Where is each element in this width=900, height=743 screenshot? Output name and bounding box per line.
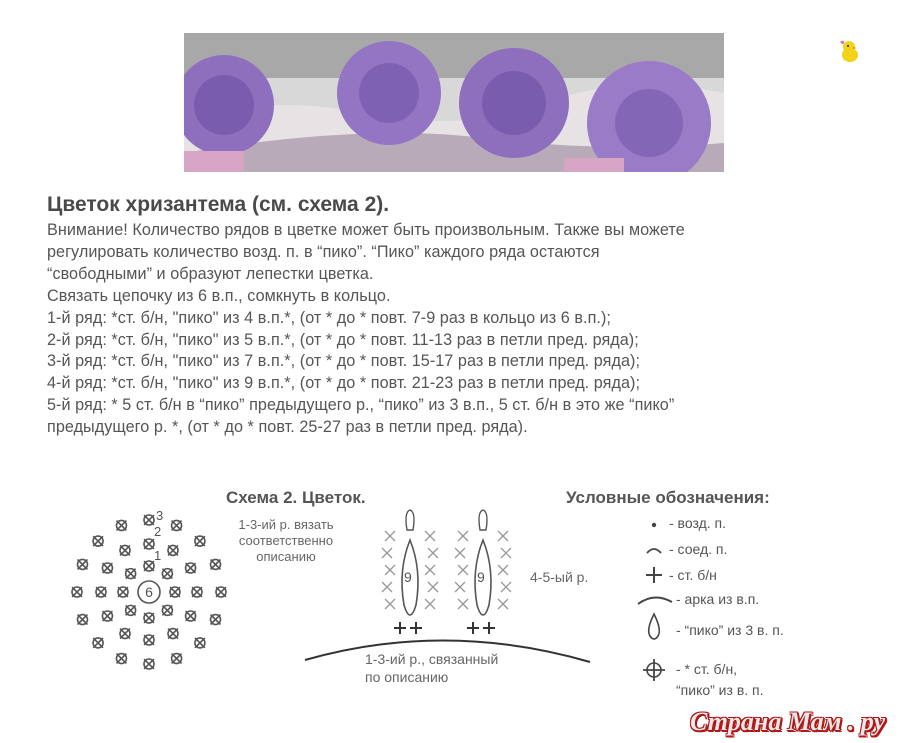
photo-illustration	[184, 33, 724, 172]
sc-picot-mark	[139, 630, 159, 650]
petal-stitch-mark	[458, 565, 468, 575]
sc-picot-mark	[98, 606, 118, 626]
sc-picot-mark	[167, 516, 187, 536]
sc-picot-mark	[206, 555, 226, 575]
page-title: Цветок хризантема (см. схема 2).	[47, 193, 390, 216]
legend-item: “пико” из в. п.	[676, 682, 764, 698]
sc-picot-mark	[139, 654, 159, 674]
sc-picot-mark	[91, 582, 111, 602]
sc-picot-mark	[113, 582, 133, 602]
petal-stitch-mark	[428, 582, 438, 592]
petal-stitch-mark	[385, 565, 395, 575]
petal-stitch-mark	[458, 531, 468, 541]
sc-picot-mark	[67, 582, 87, 602]
legend-symbols	[640, 512, 670, 702]
sc-picot-mark	[190, 531, 210, 551]
sc-picot-mark	[163, 624, 183, 644]
sc-picot-mark	[181, 558, 201, 578]
instructions-text	[47, 220, 887, 439]
text-line: “свободными” и образуют лепестки цветка.	[47, 264, 374, 283]
legend-item: - арка из в.п.	[676, 591, 760, 607]
slip-stitch-icon	[647, 549, 661, 553]
sc-picot-mark	[121, 564, 141, 584]
note-line: 1-3-ий р. вязать	[238, 517, 334, 532]
text-line: 1-й ряд: *ст. б/н, "пико" из 4 в.п.*, (от * до * повт. 7-9 раз в кольцо из 6 в.п.);	[47, 308, 611, 327]
text-line: 2-й ряд: *ст. б/н, "пико" из 5 в.п.*, (от * до * повт. 11-13 раз в петли пред. ряда);	[47, 330, 639, 349]
petal-stitch-mark	[425, 599, 435, 609]
petal-stitch-mark	[498, 565, 508, 575]
petal-stitch-mark	[501, 582, 511, 592]
note-line: описанию	[256, 549, 316, 564]
petal-stitch-mark	[425, 565, 435, 575]
chick-icon	[836, 38, 862, 64]
sc-picot-mark	[112, 649, 132, 669]
sc-picot-mark	[88, 531, 108, 551]
sc-picot-mark	[115, 624, 135, 644]
chrysanthemum-photo	[184, 33, 724, 172]
text-line: 3-й ряд: *ст. б/н, "пико" из 7 в.п.*, (от * до * повт. 15-17 раз в петли пред. ряда);	[47, 352, 641, 371]
circle-diagram	[64, 506, 234, 676]
petal-stitch-mark	[385, 599, 395, 609]
picot-icon	[649, 614, 660, 639]
petal-number-left: 9	[404, 569, 412, 585]
petal-stitch-mark	[498, 531, 508, 541]
petal-stitch-mark	[428, 548, 438, 558]
sc-picot-mark	[73, 610, 93, 630]
sc-picot-mark	[115, 541, 135, 561]
petal-stitch-mark	[385, 531, 395, 541]
sc-picot-mark	[190, 633, 210, 653]
row-number-3: 3	[156, 508, 164, 523]
note-line: соответственно	[238, 533, 334, 548]
label-bottom-line: 1-3-ий р., связанный	[365, 651, 499, 667]
sc-picot-mark	[139, 608, 159, 628]
petal-stitch-mark	[501, 548, 511, 558]
row-number-2: 2	[154, 524, 162, 539]
single-crochet-icon	[646, 567, 662, 583]
label-rows-4-5: 4-5-ый р.	[530, 569, 589, 585]
sc-picot-mark	[98, 558, 118, 578]
sc-picot-icon	[643, 659, 665, 681]
label-bottom-line: по описанию	[365, 669, 449, 685]
petal-stitch-mark	[382, 548, 392, 558]
sc-picot-mark	[73, 555, 93, 575]
petal-stitch-mark	[425, 531, 435, 541]
sc-picot-mark	[211, 582, 231, 602]
petal-stitch-mark	[498, 599, 508, 609]
chain-arch-icon	[638, 597, 672, 604]
legend-item: - ст. б/н	[669, 567, 717, 583]
text-line: 4-й ряд: *ст. б/н, "пико" из 9 в.п.*, (от * до * повт. 21-23 раз в петли пред. ряда);	[47, 374, 641, 393]
legend-item: - возд. п.	[669, 515, 726, 531]
sc-picot-mark	[157, 564, 177, 584]
petal-stitch-mark	[382, 582, 392, 592]
legend-item: - соед. п.	[669, 541, 728, 557]
text-line: предыдущего р. *, (от * до * повт. 25-27 раз в петли пред. ряда).	[47, 418, 528, 437]
sc-picot-mark	[163, 541, 183, 561]
petal-number-right: 9	[477, 569, 485, 585]
petal-stitch-mark	[455, 548, 465, 558]
legend-item: - * ст. б/н,	[676, 661, 738, 677]
sc-picot-mark	[167, 649, 187, 669]
text-line: регулировать количество возд. п. в “пико”. “Пико” каждого ряда остаются	[47, 242, 600, 261]
sc-picot-mark	[112, 516, 132, 536]
sc-picot-mark	[187, 582, 207, 602]
sc-picot-mark	[206, 610, 226, 630]
petal-stitch-mark	[455, 582, 465, 592]
sc-picot-mark	[181, 606, 201, 626]
text-line: Внимание! Количество рядов в цветке может быть произвольным. Также вы можете	[47, 221, 685, 239]
scheme-title: Схема 2. Цветок.	[226, 488, 366, 507]
sc-picot-mark	[88, 633, 108, 653]
site-watermark: Страна Мам . ру	[690, 707, 886, 736]
center-number: 6	[145, 584, 153, 600]
row-number-1: 1	[154, 548, 162, 563]
text-line: 5-й ряд: * 5 ст. б/н в “пико” предыдущего р., “пико” из 3 в.п., 5 ст. б/н в это же “пико”	[47, 396, 675, 415]
text-line: Связать цепочку из 6 в.п., сомкнуть в кольцо.	[47, 286, 391, 305]
sc-picot-mark	[157, 600, 177, 620]
chain-stitch-icon	[652, 523, 656, 527]
legend-title: Условные обозначения:	[566, 488, 770, 507]
petal-stitch-mark	[458, 599, 468, 609]
sc-picot-mark	[121, 600, 141, 620]
sc-picot-mark	[165, 582, 185, 602]
label-bottom	[365, 650, 498, 686]
legend-item: - “пико” из 3 в. п.	[676, 622, 784, 638]
